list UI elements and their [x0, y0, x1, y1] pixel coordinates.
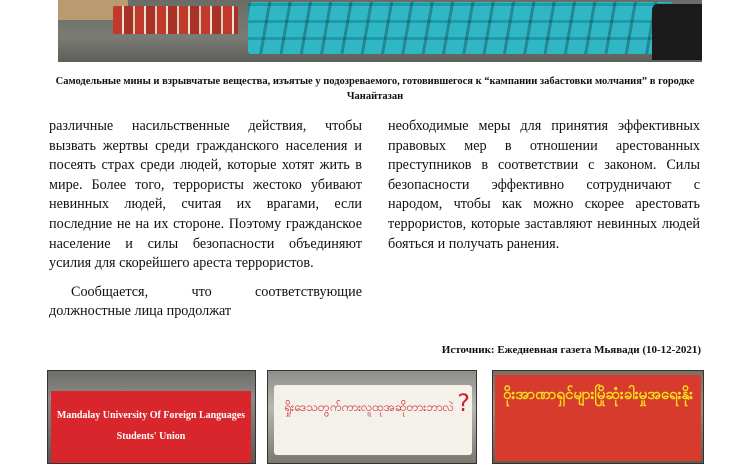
banner-photo-3 — [492, 370, 704, 464]
banner-photo-2 — [267, 370, 477, 464]
seized-explosives-photo — [58, 0, 702, 62]
red-student-banner — [51, 391, 251, 463]
homemade-mines — [248, 2, 673, 54]
red-cans — [113, 6, 238, 34]
photo-caption: Самодельные мины и взрывчатые вещества, изъятые у подозреваемого, готовившегося к “кампании забастовки молчания” в городке Чанайтазан — [55, 76, 695, 102]
left-paragraph-1: различные насильственные действия, чтобы вызвать жертвы среди гражданского населения и посеять страх среди людей, которые хотят жить в мире. Более того, террористы жестоко убивают невинных людей, считая их врагами, если последние не на их стороне. Поэтому гражданское население и силы безопасности объединяют усилия для скорейшего ареста террористов. — [49, 118, 362, 272]
source-citation: Источник: Ежедневная газета Мьявади (10-12-2021) — [441, 344, 701, 356]
red-yellow-banner — [495, 375, 701, 461]
left-column — [49, 117, 362, 322]
banner2-text: ရှိုးဒေသတွက်ကားလူထုအဆိုတားဘာလဲ — [284, 400, 454, 414]
black-bag — [652, 4, 702, 60]
right-column — [388, 117, 700, 254]
banner1-line2: Students' Union — [116, 431, 186, 442]
right-paragraph-1: необходимые меры для принятия эффективных правовых мер в отношении арестованных преступников в соответствии с законом. Силы безопасности эффективно сотрудничают с народом, чтобы как можно скорее арестовать террористов, которые заставляют невинных людей бояться и получать ранения. — [388, 118, 700, 252]
banner2-question-mark: ? — [457, 389, 470, 417]
banner-photo-1 — [47, 370, 256, 464]
left-paragraph-2: Сообщается, что соответствующие должностные лица продолжат — [49, 283, 362, 320]
banner3-text: ဝိုးအာဏာရှင်များမြိုဆုံးခါးမှုအရေးနိုး — [502, 385, 693, 403]
white-banner — [274, 385, 472, 455]
banner1-line1: Mandalay University Of Foreign Languages — [56, 410, 246, 421]
